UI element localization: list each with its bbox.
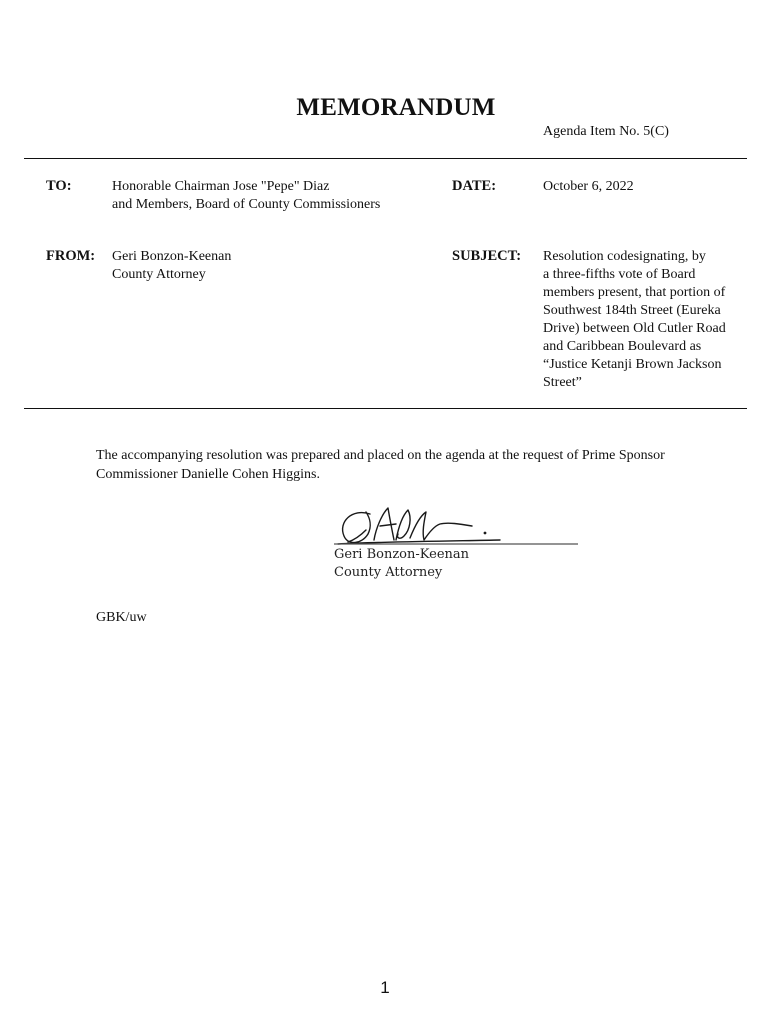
date-value: October 6, 2022 xyxy=(543,179,634,194)
typist-initials: GBK/uw xyxy=(96,610,147,625)
date-label: DATE: xyxy=(452,178,497,194)
handwritten-signature xyxy=(330,500,585,552)
subject-text xyxy=(543,248,726,392)
subject-label: SUBJECT: xyxy=(452,248,522,264)
memo-title: MEMORANDUM xyxy=(296,94,496,121)
signatory-title: County Attorney xyxy=(334,565,443,580)
from-line: Geri Bonzon-Keenan xyxy=(112,249,232,264)
to-recipient xyxy=(112,178,380,214)
agenda-item-number: Agenda Item No. 5(C) xyxy=(543,124,669,139)
subject-line: “Justice Ketanji Brown Jackson xyxy=(543,357,722,372)
signature-block xyxy=(334,546,469,582)
from-label: FROM: xyxy=(46,248,96,264)
subject-line: a three-fifths vote of Board xyxy=(543,267,696,282)
header-top-rule xyxy=(24,158,747,159)
header-bottom-rule xyxy=(24,408,747,409)
subject-line: Resolution codesignating, by xyxy=(543,249,706,264)
from-sender xyxy=(112,248,231,284)
body-paragraph xyxy=(96,447,736,484)
subject-line: Southwest 184th Street (Eureka xyxy=(543,303,721,318)
subject-line: and Caribbean Boulevard as xyxy=(543,339,702,354)
body-line: The accompanying resolution was prepared and placed on the agenda at the request of Prime Sponsor xyxy=(96,448,665,463)
subject-line: members present, that portion of xyxy=(543,285,726,300)
subject-line: Street” xyxy=(543,375,582,390)
from-line: County Attorney xyxy=(112,267,206,282)
to-line: Honorable Chairman Jose "Pepe" Diaz xyxy=(112,179,330,194)
body-line: Commissioner Danielle Cohen Higgins. xyxy=(96,466,320,482)
to-line: and Members, Board of County Commissioners xyxy=(112,197,381,212)
page-number: 1 xyxy=(380,978,390,997)
subject-line: Drive) between Old Cutler Road xyxy=(543,321,726,336)
signatory-name: Geri Bonzon-Keenan xyxy=(334,547,470,562)
to-label: TO: xyxy=(46,178,72,194)
